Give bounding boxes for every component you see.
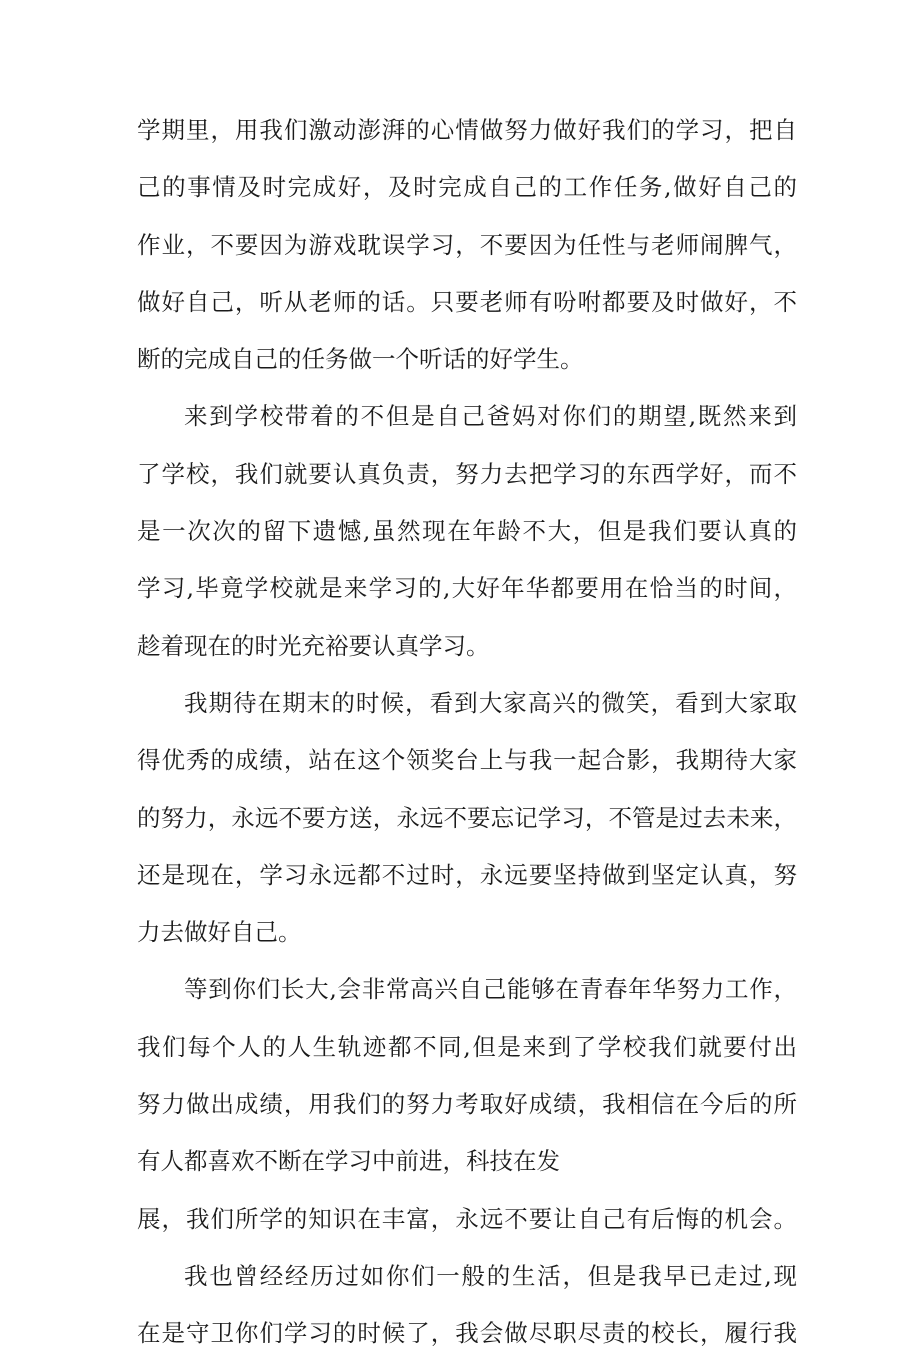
paragraph-start-line: 来到学校带着的不但是自己爸妈对你们的期望,既然来到: [184, 402, 797, 431]
paragraph-start-line: 我也曾经经历过如你们一般的生活，但是我早已走过,现: [184, 1261, 797, 1290]
text-line: 趁着现在的时光充裕要认真学习。: [137, 631, 490, 660]
text-line: 做好自己，听从老师的话。只要老师有吩咐都要及时做好，不: [137, 287, 797, 316]
document-body: [137, 102, 797, 1363]
text-line: 断的完成自己的任务做一个听话的好学生。: [137, 345, 584, 374]
text-line: 己的事情及时完成好，及时完成自己的工作任务,做好自己的: [137, 173, 797, 202]
text-line: 努力做出成绩，用我们的努力考取好成绩，我相信在今后的所: [137, 1090, 797, 1119]
paragraph-start-line: 等到你们长大,会非常高兴自己能够在青春年华努力工作，: [184, 975, 797, 1004]
text-line: 是一次次的留下遗憾,虽然现在年龄不大，但是我们要认真的: [137, 517, 797, 546]
text-line: 在是守卫你们学习的时候了，我会做尽职尽责的校长，履行我: [137, 1319, 797, 1348]
text-line: 了学校，我们就要认真负责，努力去把学习的东西学好，而不: [137, 459, 797, 488]
text-line: 的努力，永远不要方送，永远不要忘记学习，不管是过去未来，: [137, 803, 797, 832]
text-line: 有人都喜欢不断在学习中前进，科技在发: [137, 1147, 560, 1176]
text-line: 作业，不要因为游戏耽误学习，不要因为任性与老师闹脾气，: [137, 230, 797, 259]
text-line: 展，我们所学的知识在丰富，永远不要让自己有后悔的机会。: [137, 1204, 797, 1233]
text-line: 得优秀的成绩，站在这个领奖台上与我一起合影，我期待大家: [137, 746, 797, 775]
text-line: 还是现在，学习永远都不过时，永远要坚持做到坚定认真，努: [137, 860, 797, 889]
paragraph-start-line: 我期待在期末的时候，看到大家高兴的微笑，看到大家取: [184, 688, 797, 717]
text-line: 学习,毕竟学校就是来学习的,大好年华都要用在恰当的时间，: [137, 574, 797, 603]
text-line: 我们每个人的人生轨迹都不同,但是来到了学校我们就要付出: [137, 1032, 797, 1061]
text-line: 力去做好自己。: [137, 918, 302, 947]
text-line: 学期里，用我们激动澎湃的心情做努力做好我们的学习，把自: [137, 116, 797, 144]
